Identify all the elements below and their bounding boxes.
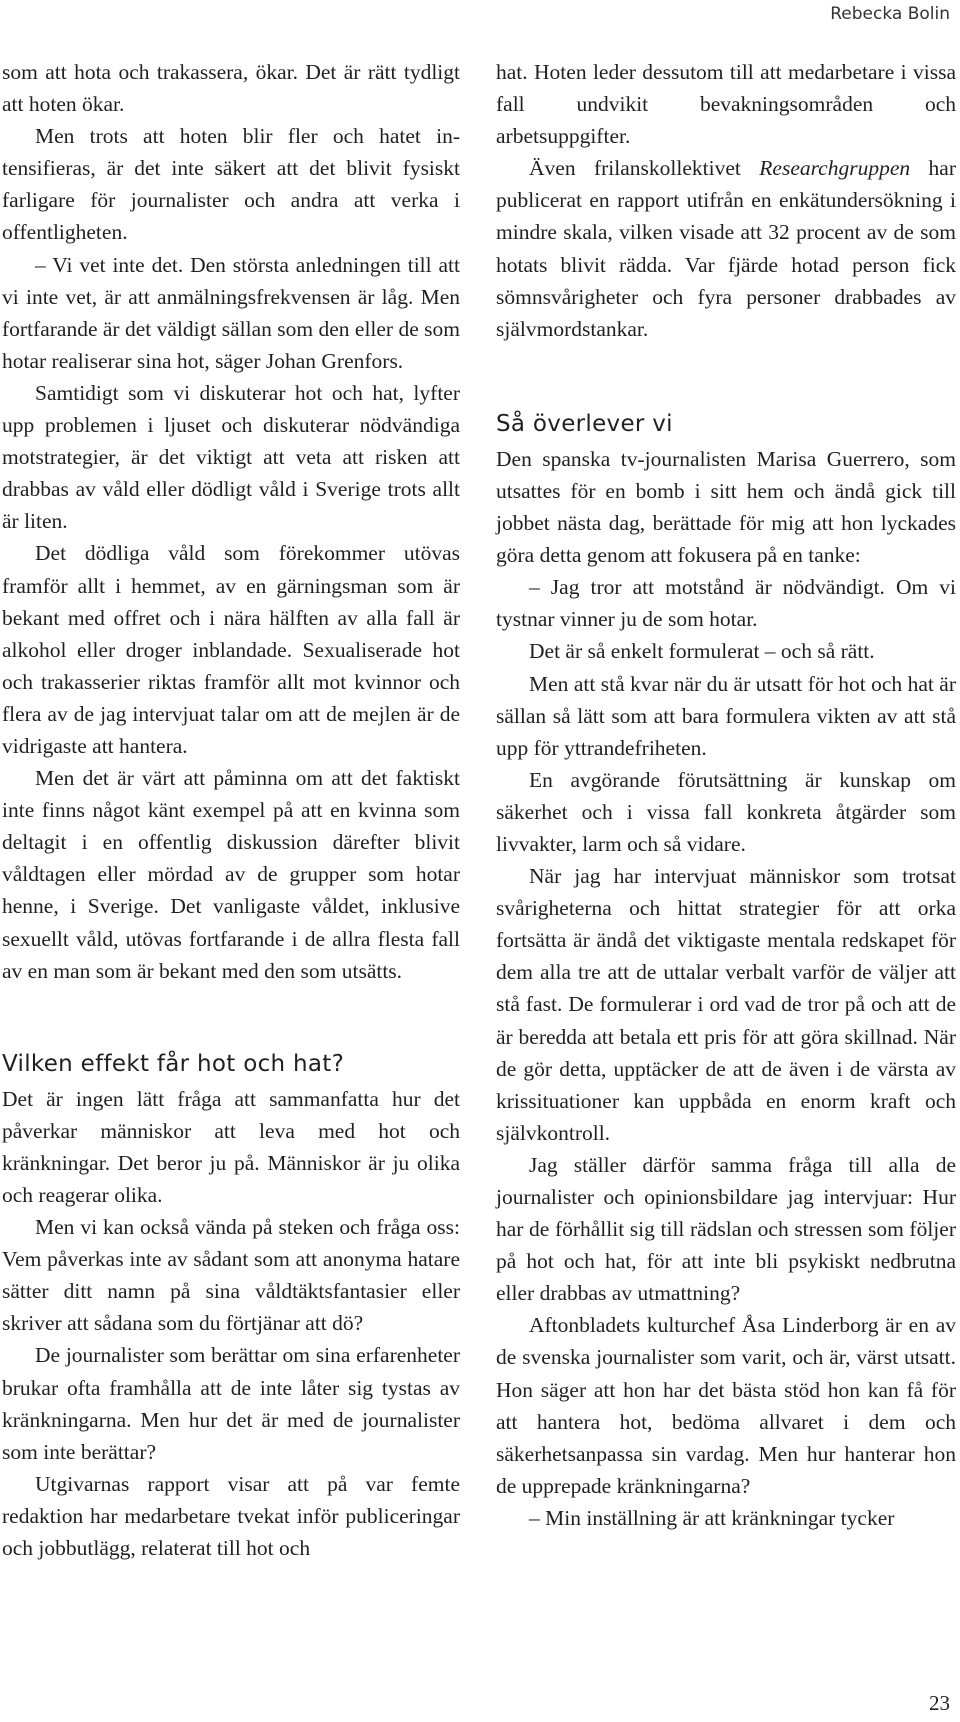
paragraph: – Jag tror att motstånd är nödvändigt. Om vi tystnar vinner ju de som hotar. [496, 575, 956, 632]
page-number: 23 [929, 1691, 950, 1715]
paragraph: Men trots att hoten blir fler och hatet intensifieras, är det inte säkert att det blivit fysiskt farligare för journalister och andra att verka i offentligheten. [2, 124, 460, 245]
paragraph: Men det är värt att påminna om att det faktiskt inte finns något känt exempel på att en kvinna som deltagit i en offentlig diskussion därefter blivit våldtagen eller mördad av de grupper som hotar henne, i Sverige. Det vanligaste våldet, inklusive sexuellt våld, utövas fortfarande i de allra flesta fall av en man som är bekant med den som utsätts. [2, 766, 460, 983]
running-header-author: Rebecka Bolin [830, 4, 950, 24]
paragraph: Men vi kan också vända på steken och fråga oss: Vem påverkas inte av sådant som att anonyma hatare sätter ditt namn på sina våldtäktsfantasier eller skriver att sådana som du förtjänar att dö? [2, 1215, 460, 1336]
paragraph: De journalister som berättar om sina erfarenheter brukar ofta framhålla att de inte låter sig tystas av kränkningarna. Men hur det är med de journalister som inte berättar? [2, 1343, 460, 1464]
paragraph: Jag ställer därför samma fråga till alla de journalister och opinionsbildare jag intervjuar: Hur har de förhållit sig till rädslan och stressen som följer på hot och hat, för att inte bli psykiskt nedbrutna eller drabbas av utmattning? [496, 1152, 956, 1306]
paragraph: Utgivarnas rapport visar att på var femte redaktion har medarbetare tvekat inför publiceringar och jobbutlägg, relaterat till hot och [2, 1471, 460, 1561]
paragraph: När jag har intervjuat människor som trotsat svårigheterna och hittat strategier för att orka fortsätta är ändå det viktigaste mentala redskapet för dem alla tre att de uttalar verbalt varför de väljer att stå fast. De formulerar i ord vad de tror på och att de är beredda att betala ett pris för att göra skillnad. När de gör detta, upptäcker de att de även i de värsta av krissituationer kan uppbåda en enorm kraft och självkontroll. [496, 864, 956, 1145]
paragraph: Det dödliga våld som förekommer utövas framför allt i hemmet, av en gärningsman som är bekant med offret och i nära hälften av alla fall är alkohol eller droger inblandade. Sexualiserade hot och trakasserier riktas framför allt mot kvinnor och flera av de jag intervjuat talar om att de mejlen är de vidrigaste att hantera. [2, 541, 460, 758]
paragraph: Aftonbladets kulturchef Åsa Linderborg är en av de svenska journalister som varit, och är, värst utsatt. Hon säger att hon har det bästa stöd hon kan få för att hantera hot, bedöma allvaret i dem och säkerhetsanpassa sin vardag. Men hur hanterar hon de upprepade kränkningarna? [496, 1313, 956, 1498]
section-heading: Vilken effekt får hot och hat? [2, 1050, 345, 1077]
paragraph: hat. Hoten leder dessutom till att medarbetare i vissa fall undvikit bevakningsområden och arbetsuppgifter. [496, 60, 956, 149]
paragraph: Samtidigt som vi diskuterar hot och hat, lyfter upp problemen i ljuset och diskuterar nödvändiga motstrategier, är det viktigt att veta att risken att drabbas av våld eller dödligt våld i Sverige trots allt är liten. [2, 380, 460, 534]
paragraph: som att hota och trakassera, ökar. Det är rätt tydligt att hoten ökar. [2, 60, 460, 117]
left-column [2, 56, 460, 1564]
paragraph: – Vi vet inte det. Den största anledningen till att vi inte vet, är att anmälningsfrekvensen är låg. Men fortfarande är det väldigt sällan som den eller de som hotar realiserar sina hot, säger Johan Grenfors. [2, 252, 460, 373]
paragraph: – Min inställning är att kränkningar tycker [529, 1505, 895, 1530]
italic-term: Researchgruppen [759, 156, 911, 181]
paragraph: Det är ingen lätt fråga att sammanfatta hur det påverkar människor att leva med hot och kränkningar. Det beror ju på. Människor är ju olika och reagerar olika. [2, 1086, 460, 1207]
paragraph: Men att stå kvar när du är utsatt för hot och hat är sällan så lätt som att bara formulera vikten av att stå upp för yttrandefriheten. [496, 671, 956, 760]
paragraph: En avgörande förutsättning är kunskap om säkerhet och i vissa fall konkreta åtgärder som livvakter, larm och så vidare. [496, 767, 956, 856]
paragraph-researchgruppen: Även frilanskollektivet Researchgruppen har publicerat en rapport utifrån en enkätundersökning i mindre skala, vilken visade att 32 procent av de som hotats blivit rädda. Var fjärde hotad person fick sömnsvårigheter och fyra personer drabbades av självmordstankar. [496, 156, 957, 341]
paragraph: Den spanska tv-journalisten Marisa Guerrero, som utsattes för en bomb i sitt hem och ändå gick till jobbet nästa dag, berättade för mig att hon lyckades göra detta genom att fokusera på en tanke: [496, 446, 956, 568]
right-column [496, 56, 956, 1534]
paragraph: Det är så enkelt formulerat – och så rätt. [529, 639, 875, 664]
section-heading: Så överlever vi [496, 410, 673, 437]
